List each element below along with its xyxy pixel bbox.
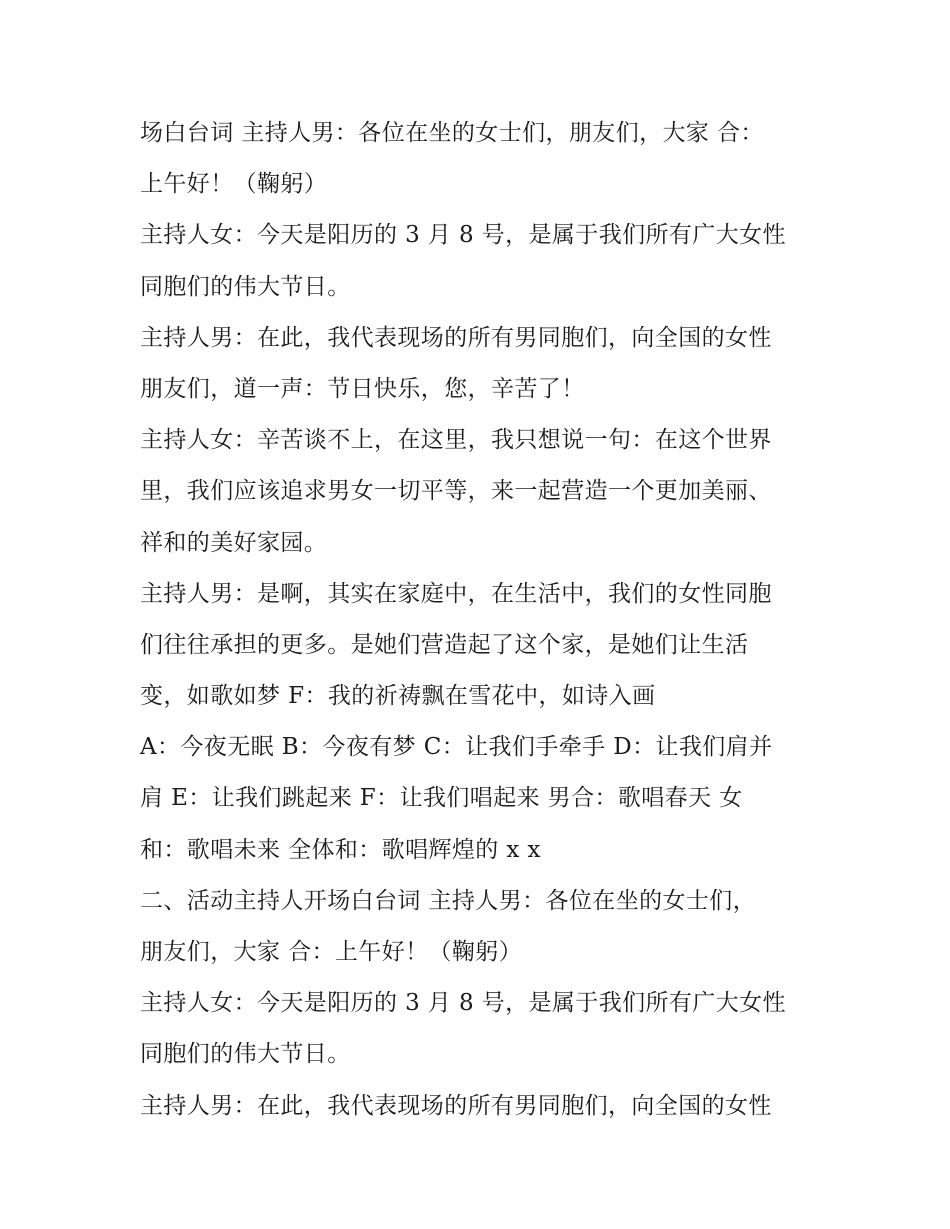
text-line: 场白台词 主持人男：各位在坐的女士们，朋友们，大家 合： [140,120,764,146]
text-line: 肩 E：让我们跳起来 F：让我们唱起来 男合：歌唱春天 女 [140,785,743,812]
text-line: 变，如歌如梦 F：我的祈祷飘在雪花中，如诗入画 [140,683,656,710]
text-line: 主持人女：今天是阳历的 3 月 8 号，是属于我们所有广大女性 [140,990,786,1017]
text-line: A：今夜无眠 B：今夜有梦 C：让我们手牵手 D：让我们肩并 [140,734,773,761]
text-line: 和：歌唱未来 全体和：歌唱辉煌的 x x [140,836,541,863]
text-line: 二、活动主持人开场白台词 主持人男：各位在坐的女士们， [140,887,757,914]
text-line: 同胞们的伟大节日。 [140,1041,351,1068]
text-line: 朋友们，大家 合：上午好！（鞠躬） [140,939,523,965]
text-line: 里，我们应该追求男女一切平等，来一起营造一个更加美丽、 [140,478,772,505]
text-line: 上午好！（鞠躬） [140,171,328,198]
document-body [140,108,830,1132]
text-line: 主持人女：辛苦谈不上，在这里，我只想说一句：在这个世界 [140,427,772,454]
text-line: 同胞们的伟大节日。 [140,273,351,300]
text-line: 主持人女：今天是阳历的 3 月 8 号，是属于我们所有广大女性 [140,222,786,249]
text-line: 主持人男：在此，我代表现场的所有男同胞们，向全国的女性 [140,324,772,351]
text-line: 主持人男：在此，我代表现场的所有男同胞们，向全国的女性 [140,1092,772,1119]
text-line: 主持人男：是啊，其实在家庭中，在生活中，我们的女性同胞 [140,580,772,607]
text-line: 祥和的美好家园。 [140,529,328,556]
text-line: 们往往承担的更多。是她们营造起了这个家，是她们让生活 [140,631,749,658]
text-line: 朋友们，道一声：节日快乐，您，辛苦了！ [140,375,585,402]
